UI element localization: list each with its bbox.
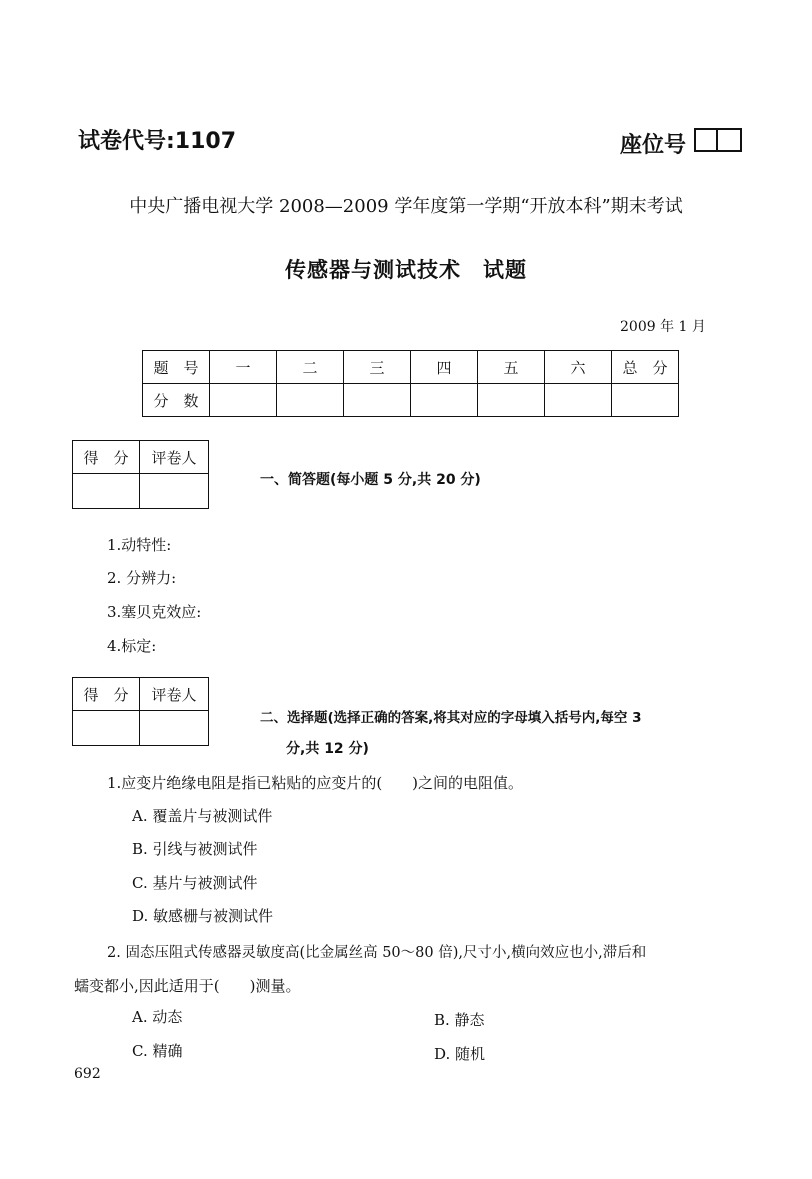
option-item: B. 引线与被测试件 <box>132 840 258 858</box>
seat-number-label: 座位号 <box>620 133 687 158</box>
grader-label: 评卷人 <box>140 678 209 711</box>
score-field[interactable] <box>73 474 140 509</box>
score-cell[interactable] <box>344 384 411 417</box>
option-item: A. 覆盖片与被测试件 <box>132 807 273 825</box>
score-cell[interactable] <box>210 384 277 417</box>
question-item: 2. 分辨力: <box>107 569 177 587</box>
score-label-cell: 分 数 <box>143 384 210 417</box>
seat-box[interactable] <box>694 128 718 152</box>
score-cell[interactable] <box>612 384 679 417</box>
column-header: 四 <box>411 351 478 384</box>
score-table-header-row <box>143 351 679 384</box>
score-label: 得 分 <box>73 441 140 474</box>
score-table <box>142 350 679 417</box>
grader-field[interactable] <box>140 711 209 746</box>
score-table-score-row <box>143 384 679 417</box>
option-item: D. 随机 <box>434 1045 486 1063</box>
score-label: 得 分 <box>73 678 140 711</box>
subject-title: 传感器与测试技术 试题 <box>285 258 527 282</box>
column-header: 二 <box>277 351 344 384</box>
question-item: 1.动特性: <box>107 536 172 554</box>
question-stem-cont: 蠕变都小,因此适用于( )测量。 <box>74 977 301 995</box>
question-stem: 1.应变片绝缘电阻是指已粘贴的应变片的( )之间的电阻值。 <box>107 774 524 792</box>
section-2-title: 二、选择题(选择正确的答案,将其对应的字母填入括号内,每空 3 <box>260 710 642 726</box>
option-item: D. 敏感栅与被测试件 <box>132 907 274 925</box>
question-item: 4.标定: <box>107 637 157 655</box>
score-cell[interactable] <box>411 384 478 417</box>
column-header: 五 <box>478 351 545 384</box>
section-2-title-cont: 分,共 12 分) <box>286 741 369 757</box>
seat-box[interactable] <box>718 128 742 152</box>
option-item: A. 动态 <box>132 1008 183 1026</box>
column-header: 六 <box>545 351 612 384</box>
column-header: 总 分 <box>612 351 679 384</box>
option-item: B. 静态 <box>434 1011 485 1029</box>
grader-label: 评卷人 <box>140 441 209 474</box>
option-item: C. 精确 <box>132 1042 183 1060</box>
exam-date: 2009 年 1 月 <box>620 319 706 335</box>
grader-box <box>72 440 209 509</box>
grader-box <box>72 677 209 746</box>
section-1-title: 一、简答题(每小题 5 分,共 20 分) <box>260 472 481 488</box>
question-stem: 2. 固态压阻式传感器灵敏度高(比金属丝高 50～80 倍),尺寸小,横向效应也小,滞后和 <box>107 945 647 961</box>
column-header: 三 <box>344 351 411 384</box>
score-field[interactable] <box>73 711 140 746</box>
score-cell[interactable] <box>277 384 344 417</box>
page-number: 692 <box>74 1066 101 1082</box>
exam-code: 试卷代号:1107 <box>78 129 237 154</box>
seat-number-boxes[interactable] <box>694 128 742 152</box>
exam-title: 中央广播电视大学 2008—2009 学年度第一学期“开放本科”期末考试 <box>129 196 683 217</box>
column-header: 一 <box>210 351 277 384</box>
grader-field[interactable] <box>140 474 209 509</box>
score-cell[interactable] <box>545 384 612 417</box>
header-label-cell: 题 号 <box>143 351 210 384</box>
option-item: C. 基片与被测试件 <box>132 874 258 892</box>
question-item: 3.塞贝克效应: <box>107 603 202 621</box>
score-cell[interactable] <box>478 384 545 417</box>
